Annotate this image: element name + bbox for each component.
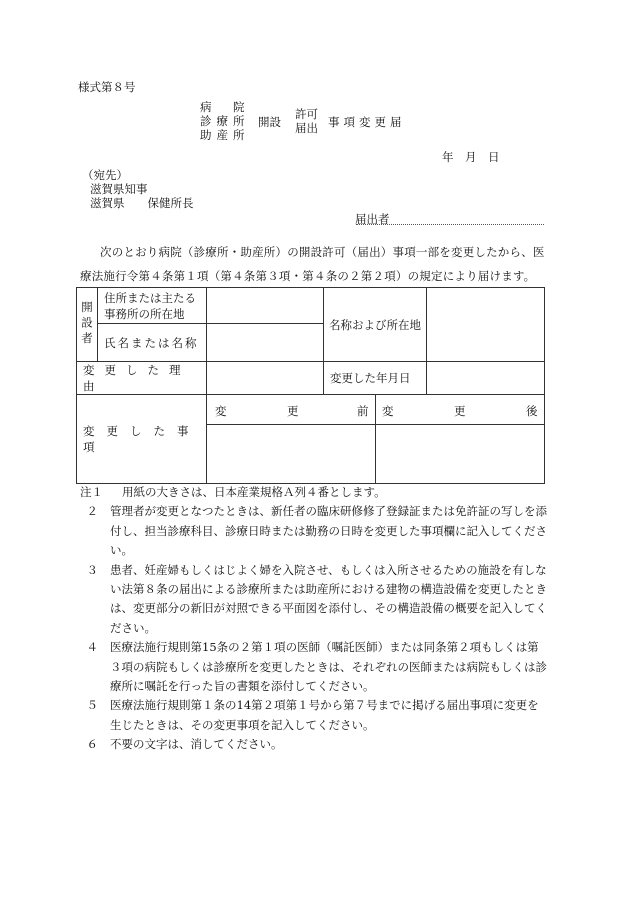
- reason-label-cell: [77, 362, 207, 395]
- note-3: [80, 561, 550, 639]
- change-items-label-cell: [77, 395, 207, 484]
- date-line: 年 月 日: [442, 150, 500, 164]
- address-label-cell: [98, 288, 207, 324]
- body-line-2: 療法施行令第４条第１項（第４条第３項・第４条の２第２項）の規定により届けます。: [80, 269, 536, 283]
- title-rest: 事項変更届: [328, 115, 406, 129]
- name-input[interactable]: [207, 324, 324, 362]
- address-input[interactable]: [207, 288, 324, 324]
- note-5-number: ５: [86, 698, 98, 713]
- before-label-2: 更: [287, 404, 299, 418]
- facility-name-label-cell: [324, 288, 427, 362]
- note-1-text: 用紙の大きさは、日本産業規格Ａ列４番とします。: [122, 485, 386, 499]
- after-label-2: 更: [454, 404, 466, 418]
- facility-type-midwifery: 助産所: [200, 128, 250, 142]
- note-6: [80, 735, 550, 754]
- address-label: 住所または主たる事務所の所在地: [104, 290, 196, 321]
- permission-type-todokede: 届出: [295, 121, 318, 135]
- note-2-text: 管理者が変更となつたときは、新任者の臨床研修修了登録証または免許証の写しを添付し、担当診療科目、診療日時または勤務の日時を変更した事項欄に記入してください。: [110, 504, 547, 558]
- permission-type-kyoka: 許可: [295, 107, 318, 121]
- notes: [80, 483, 550, 755]
- facility-type-clinic: 診療所: [200, 114, 250, 128]
- before-header: [207, 395, 376, 425]
- change-date-input[interactable]: [427, 362, 545, 395]
- note-6-text: 不要の文字は、消してください。: [110, 737, 283, 752]
- before-label-1: 変: [215, 404, 227, 418]
- addressee-governor: 滋賀県知事: [90, 182, 148, 196]
- note-3-number: ３: [86, 562, 98, 577]
- addressee-health-center: 滋賀県 保健所長: [90, 196, 194, 210]
- note-4-text: 医療法施行規則第15条の２第１項の医師（嘱託医師）または同条第２項もしくは第３項の病院もしくは診療所を変更したときは、それぞれの医師または病院もしくは診療所に嘱託を行った旨の書類を添付してください。: [110, 640, 547, 694]
- name-label-cell: [98, 324, 207, 362]
- title-kaisetsu: 開設: [258, 115, 281, 129]
- reason-input[interactable]: [207, 362, 324, 395]
- note-4-number: ４: [86, 640, 98, 655]
- facility-type-hospital: 病 院: [200, 100, 250, 114]
- form-number: 様式第８号: [78, 80, 136, 94]
- after-label-1: 変: [382, 404, 394, 418]
- addressee-prefix: （宛先）: [82, 168, 128, 182]
- before-label-3: 前: [357, 404, 369, 418]
- note-1: [80, 483, 550, 502]
- change-date-label: 変更した年月日: [330, 371, 411, 385]
- founder-label-text: 開設者: [80, 301, 94, 348]
- note-6-number: ６: [86, 737, 98, 752]
- applicant-signature-line[interactable]: [356, 224, 544, 225]
- body-line-1: 次のとおり病院（診療所・助産所）の開設許可（届出）事項一部を変更したから、医: [100, 245, 545, 259]
- note-1-number: 注１: [80, 485, 103, 499]
- note-5: [80, 696, 550, 735]
- title-permission-types: [295, 107, 318, 135]
- applicant-label: 届出者: [355, 212, 390, 226]
- name-label: 氏名または名称: [104, 335, 199, 350]
- before-input[interactable]: [207, 425, 376, 484]
- change-date-label-cell: [324, 362, 427, 395]
- note-2: [80, 502, 550, 560]
- after-input[interactable]: [376, 425, 545, 484]
- facility-name-input[interactable]: [427, 288, 545, 362]
- reason-label: 変更した理由: [83, 363, 191, 393]
- facility-name-label: 名称および所在地: [329, 317, 421, 332]
- note-2-number: ２: [86, 504, 98, 519]
- change-form-table: [76, 287, 545, 484]
- title-facility-types: [200, 100, 250, 142]
- note-4: [80, 638, 550, 696]
- note-5-text: 医療法施行規則第１条の14第２項第１号から第７号までに掲げる届出事項に変更を生じたときは、その変更事項を記入してください。: [110, 698, 539, 732]
- after-header: [376, 395, 545, 425]
- body-text: [80, 240, 546, 288]
- after-label-3: 後: [526, 404, 538, 418]
- note-3-text: 患者、妊産婦もしくはじよく婦を入院させ、もしくは入所させるための施設を有しない法第８条の届出による診療所または助産所における建物の構造設備を変更したときは、変更部分の新旧が対照できる平面図を添付し、その構造設備の概要を記入してください。: [110, 562, 547, 635]
- change-items-label: 変更した事項: [83, 424, 201, 454]
- founder-label: [77, 288, 98, 362]
- addressee: [82, 168, 194, 210]
